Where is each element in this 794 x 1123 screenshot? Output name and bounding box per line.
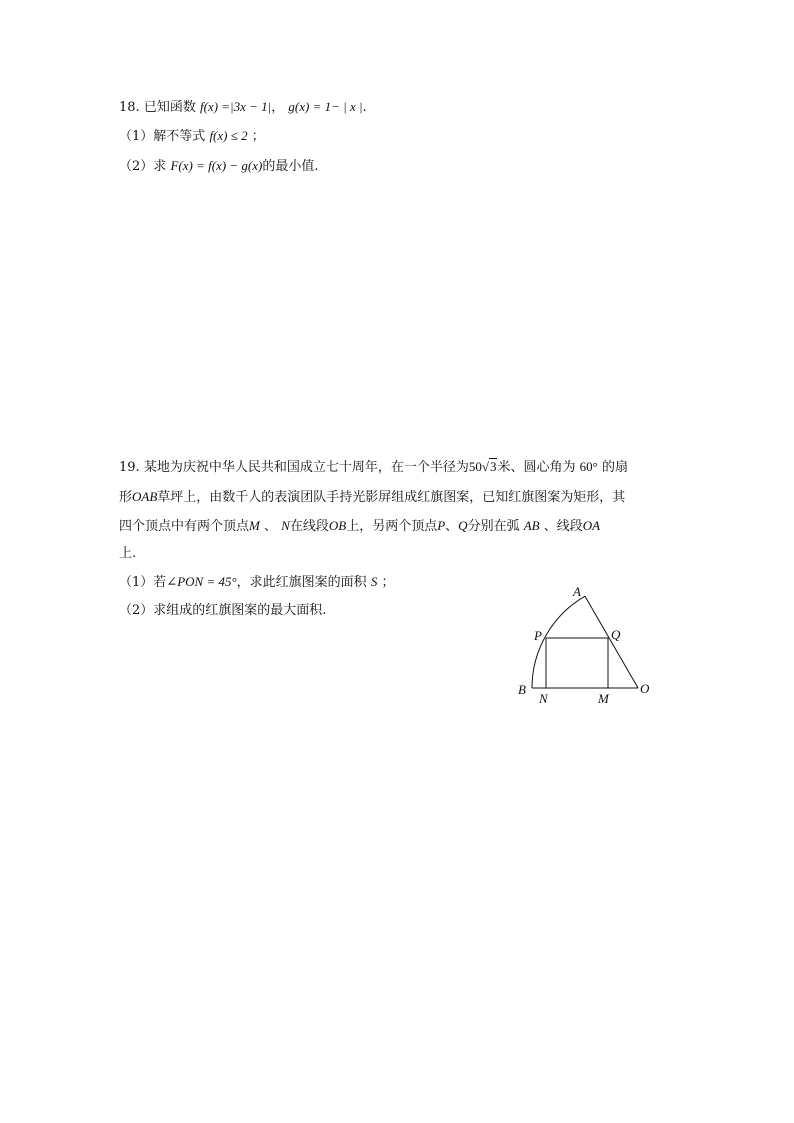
- q18-stem: [119, 97, 367, 118]
- q19-sector-name: OAB: [132, 489, 158, 504]
- q18-part2-end: 的最小值.: [262, 159, 319, 174]
- q18-part1-label: （1）: [119, 129, 154, 144]
- q19-pt-Q: Q: [458, 518, 468, 533]
- q19-line4: [119, 544, 136, 564]
- sector-figure: [500, 575, 670, 710]
- q19-part1-end: ；: [381, 575, 395, 590]
- q19-part1-text2: ，求此红旗图案的面积: [236, 575, 367, 590]
- q19-line4-text: 上.: [119, 546, 137, 561]
- q19-line3-a: 四个顶点中有两个顶点: [119, 519, 250, 534]
- q19-radius-coef: 50: [468, 459, 482, 474]
- segment-OA: [585, 596, 638, 688]
- label-P: P: [534, 628, 542, 643]
- rectangle-PQMN: [546, 638, 608, 688]
- q18-stem-text: 已知函数: [143, 100, 196, 115]
- q19-arc-AB: AB: [523, 518, 540, 533]
- q19-part2-label: （2）: [119, 603, 154, 618]
- q19-line1: [119, 457, 628, 478]
- q19-part1-S: S: [370, 574, 378, 589]
- q18-part2: [119, 156, 318, 177]
- q18-part1-end: ；: [251, 129, 265, 144]
- q19-pt-M: M: [249, 518, 260, 533]
- q19-line1-a: 某地为庆祝中华人民共和国成立七十周年，在一个半径为: [143, 460, 469, 475]
- q18-number: 18.: [119, 100, 140, 115]
- q18-part2-math: F(x) = f(x) − g(x): [170, 158, 263, 173]
- q19-part2: [119, 601, 326, 621]
- label-B: B: [518, 682, 526, 697]
- label-N: N: [539, 691, 548, 706]
- q18-separator: ，: [271, 100, 285, 115]
- q19-pt-N: N: [281, 518, 290, 533]
- q18-part2-label: （2）: [119, 159, 154, 174]
- q19-line3-c: 上，另两个顶点: [346, 519, 438, 534]
- q19-part1-text: 若: [153, 575, 167, 590]
- q19-line2: [119, 487, 625, 508]
- q19-part1: [119, 572, 394, 593]
- q19-line2-b: 草坪上，由数千人的表演团队手持光影屏组成红旗图案，已知红旗图案为矩形，其: [157, 490, 626, 505]
- q18-g-definition: g(x) = 1− | x |: [288, 99, 363, 114]
- label-A: A: [573, 584, 581, 599]
- q19-line3-d: 分别在弧: [467, 519, 520, 534]
- q19-radius-sqrt: √3: [481, 459, 497, 474]
- q18-end: .: [362, 100, 367, 115]
- q18-f-definition: f(x) =|3x − 1|: [199, 99, 272, 114]
- label-O: O: [640, 681, 650, 696]
- q19-line1-b: 米、圆心角为: [497, 460, 576, 475]
- q19-part1-math: ∠PON = 45°: [166, 574, 237, 589]
- label-Q: Q: [611, 627, 621, 642]
- q19-line3-b: 在线段: [289, 519, 329, 534]
- q19-seg-OB: OB: [328, 518, 347, 533]
- label-M: M: [598, 691, 609, 706]
- q19-line3-e: 、线段: [543, 519, 583, 534]
- q19-part2-text: 求组成的红旗图案的最大面积.: [153, 603, 327, 618]
- q19-sep-2: 、: [445, 519, 459, 534]
- q19-line1-c: 的扇: [601, 460, 628, 475]
- q19-sep-1: 、: [264, 519, 278, 534]
- q19-line3: [119, 516, 600, 537]
- q19-line2-a: 形: [119, 490, 133, 505]
- q18-part1: [119, 126, 265, 147]
- q19-pt-P: P: [437, 518, 446, 533]
- q19-part1-label: （1）: [119, 575, 154, 590]
- q18-part2-text: 求: [153, 159, 167, 174]
- q18-part1-math: f(x) ≤ 2: [209, 128, 248, 143]
- q19-angle: 60°: [579, 459, 598, 474]
- q19-number: 19.: [119, 460, 140, 475]
- q19-seg-OA: OA: [582, 518, 601, 533]
- q18-part1-text: 解不等式: [153, 129, 206, 144]
